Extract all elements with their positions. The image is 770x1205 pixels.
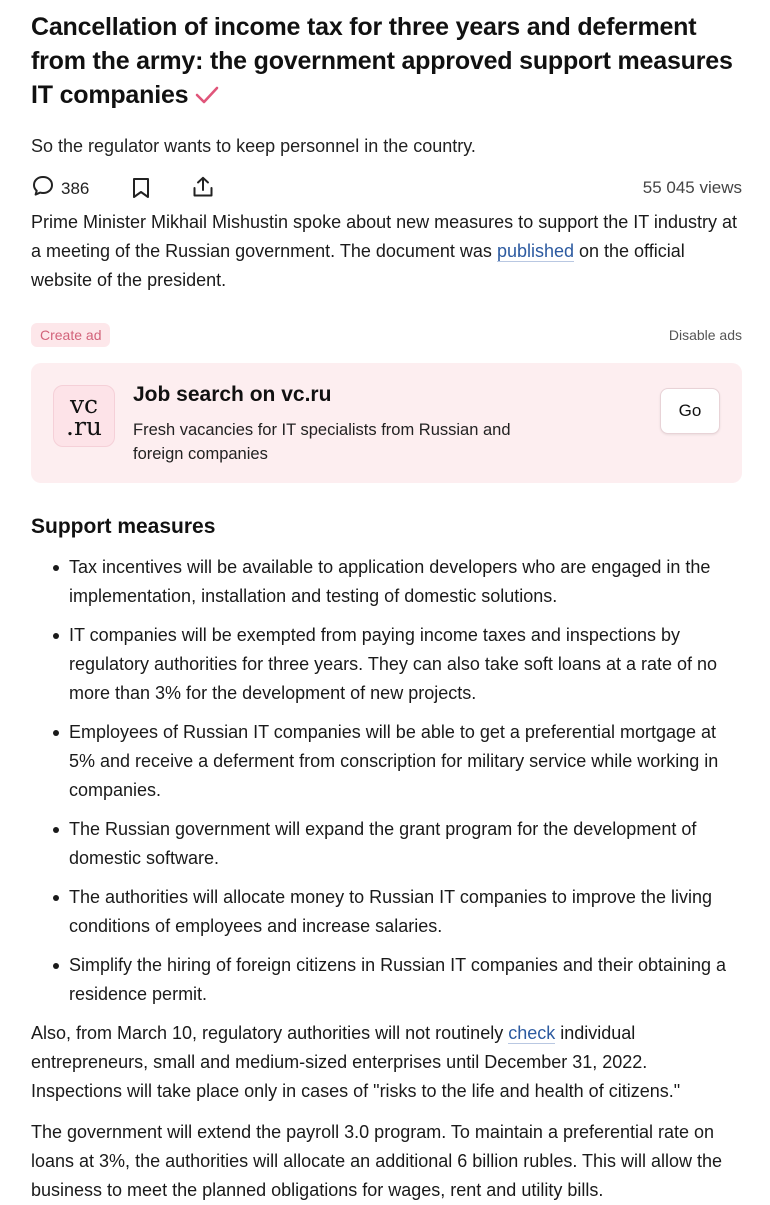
disable-ads-link[interactable]: Disable ads [668,327,742,343]
intro-paragraph [31,208,742,295]
list-item: Employees of Russian IT companies will be able to get a preferential mortgage at 5% and receive a deferment from conscription for military service while working in companies. [69,718,742,805]
intro-text-end: on the official website of the president. [31,241,685,290]
share-icon [191,186,215,203]
section-heading: Support measures [31,515,216,538]
bookmark-icon [130,187,152,204]
article-subtitle: So the regulator wants to keep personnel in the country. [31,136,476,156]
ad-description: Fresh vacancies for IT specialists from Russian and foreign companies [133,421,511,463]
create-ad-button[interactable]: Create ad [31,323,110,347]
comments-button[interactable] [31,174,89,203]
ad-card[interactable] [31,363,742,483]
article-meta-bar [31,174,742,204]
list-item: The Russian government will expand the grant program for the development of domestic software. [69,815,742,873]
ad-controls [31,321,742,349]
article-content [31,10,742,1205]
inspections-text-start: Also, from March 10, regulatory authorities will not routinely [31,1023,509,1043]
payroll-paragraph: The government will extend the payroll 3.0 program. To maintain a preferential rate on loans at 3%, the authorities will allocate an additional 6 billion rubles. This will allow the business to meet the planned obligations for wages, rent and utility bills. [31,1122,723,1200]
check-link[interactable]: check [508,1023,556,1043]
list-item: Simplify the hiring of foreign citizens in Russian IT companies and their obtaining a residence permit. [69,951,742,1009]
share-button[interactable] [191,175,215,204]
views-count: 55 045 views [642,178,742,197]
logo-line-2: .ru [66,412,102,441]
list-item: The authorities will allocate money to Russian IT companies to improve the living conditions of employees and increase salaries. [69,883,742,941]
ad-title: Job search on vc.ru [133,383,332,406]
vc-logo [53,385,115,447]
inspections-paragraph [31,1019,742,1106]
comment-icon [31,174,55,203]
comments-count: 386 [61,178,90,198]
intro-text-start: Prime Minister Mikhail Mishustin spoke about new measures to support the IT industry at a meeting of the Russian government. The document was [31,212,737,261]
inspections-text-end: individual entrepreneurs, small and medium-sized enterprises until December 31, 2022. Inspections will take place only in cases of "risks to the life and health of citizens." [31,1023,681,1101]
measures-list [31,553,742,1009]
logo-line-1: vc [69,390,99,419]
ad-go-button[interactable]: Go [660,388,720,434]
list-item: Tax incentives will be available to application developers who are engaged in the implementation, installation and testing of domestic solutions. [69,553,742,611]
list-item: IT companies will be exempted from paying income taxes and inspections by regulatory authorities for three years. They can also take soft loans at a rate of no more than 3% for the development of new projects. [69,621,742,708]
published-link[interactable]: published [496,241,574,261]
article-title-text: Cancellation of income tax for three years and deferment from the army: the government approved support measures IT companies [31,13,733,109]
article-title [31,10,742,114]
bookmark-button[interactable] [130,176,152,205]
check-icon [194,80,220,114]
